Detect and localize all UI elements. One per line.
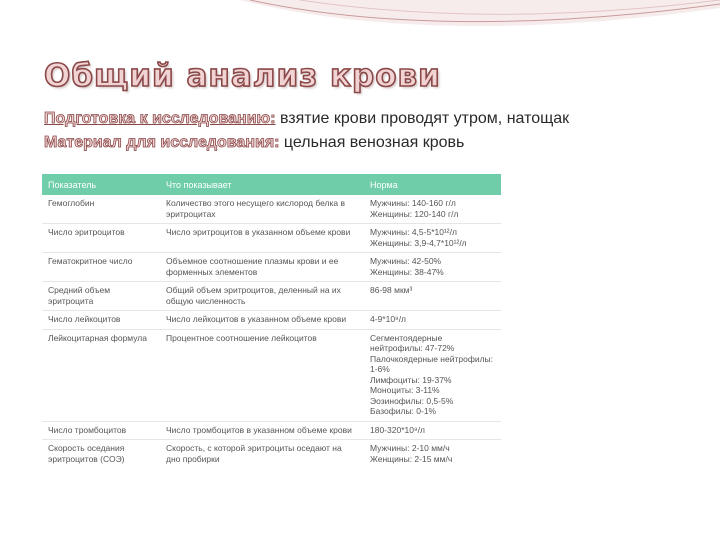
cell-meaning: Число тромбоцитов в указанном объеме крови (160, 421, 364, 440)
cell-meaning: Скорость, с которой эритроциты оседают на дно пробирки (160, 440, 364, 469)
cell-norm: 4-9*10⁹/л (364, 311, 501, 330)
cell-norm: Мужчины: 2-10 мм/ч Женщины: 2-15 мм/ч (364, 440, 501, 469)
table-header-row (42, 174, 501, 195)
top-decoration (0, 0, 720, 60)
cell-indicator: Число эритроцитов (42, 224, 160, 253)
cell-meaning: Общий объем эритроцитов, деленный на их общую численность (160, 282, 364, 311)
preparation-text: взятие крови проводят утром, натощак (275, 110, 570, 127)
cell-norm: Мужчины: 140-160 г/л Женщины: 120-140 г/л (370, 198, 459, 219)
cell-meaning: Число лейкоцитов в указанном объеме крови (160, 311, 364, 330)
table-row (42, 253, 501, 282)
cell-norm: 180-320*10⁹/л (364, 421, 501, 440)
cell-indicator: Скорость оседания эритроцитов (СОЭ) (42, 440, 160, 469)
blood-test-table (42, 174, 501, 468)
header-meaning: Что показывает (166, 179, 232, 190)
cell-norm: 86-98 мкм³ (364, 282, 501, 311)
cell-norm: Мужчины: 4,5-5*10¹²/л Женщины: 3,9-4,7*10¹²/л (364, 224, 501, 253)
cell-indicator: Число лейкоцитов (42, 311, 160, 330)
header-norm: Норма (370, 179, 398, 190)
material-label: Материал для исследования: (44, 134, 280, 151)
table-row (42, 195, 501, 224)
cell-meaning: Объемное соотношение плазмы крови и ее форменных элементов (160, 253, 364, 282)
table-row (42, 440, 501, 469)
cell-indicator: Гемоглобин (48, 198, 95, 208)
cell-meaning: Количество этого несущего кислород белка в эритроцитах (166, 198, 346, 219)
cell-meaning: Процентное соотношение лейкоцитов (160, 329, 364, 421)
table-row (42, 311, 501, 330)
table-row (42, 282, 501, 311)
header-indicator: Показатель (48, 179, 97, 190)
table-row (42, 329, 501, 421)
cell-indicator: Средний объем эритроцита (42, 282, 160, 311)
cell-indicator: Число тромбоцитов (42, 421, 160, 440)
table-row (42, 421, 501, 440)
material-line (44, 134, 464, 152)
cell-indicator: Лейкоцитарная формула (42, 329, 160, 421)
slide-title: Общий анализ крови (44, 58, 441, 94)
cell-indicator: Гематокритное число (42, 253, 160, 282)
material-text: цельная венозная кровь (279, 134, 465, 151)
preparation-label: Подготовка к исследованию: (44, 110, 276, 127)
preparation-line (44, 110, 569, 128)
cell-norm: Мужчины: 42-50% Женщины: 38-47% (364, 253, 501, 282)
cell-norm: Сегментоядерные нейтрофилы: 47-72% Палочкоядерные нейтрофилы: 1-6% Лимфоциты: 19-37% Моноциты: 3-11% Эозинофилы: 0,5-5% Базофилы: 0-1% (364, 329, 501, 421)
table-row (42, 224, 501, 253)
cell-meaning: Число эритроцитов в указанном объеме крови (160, 224, 364, 253)
